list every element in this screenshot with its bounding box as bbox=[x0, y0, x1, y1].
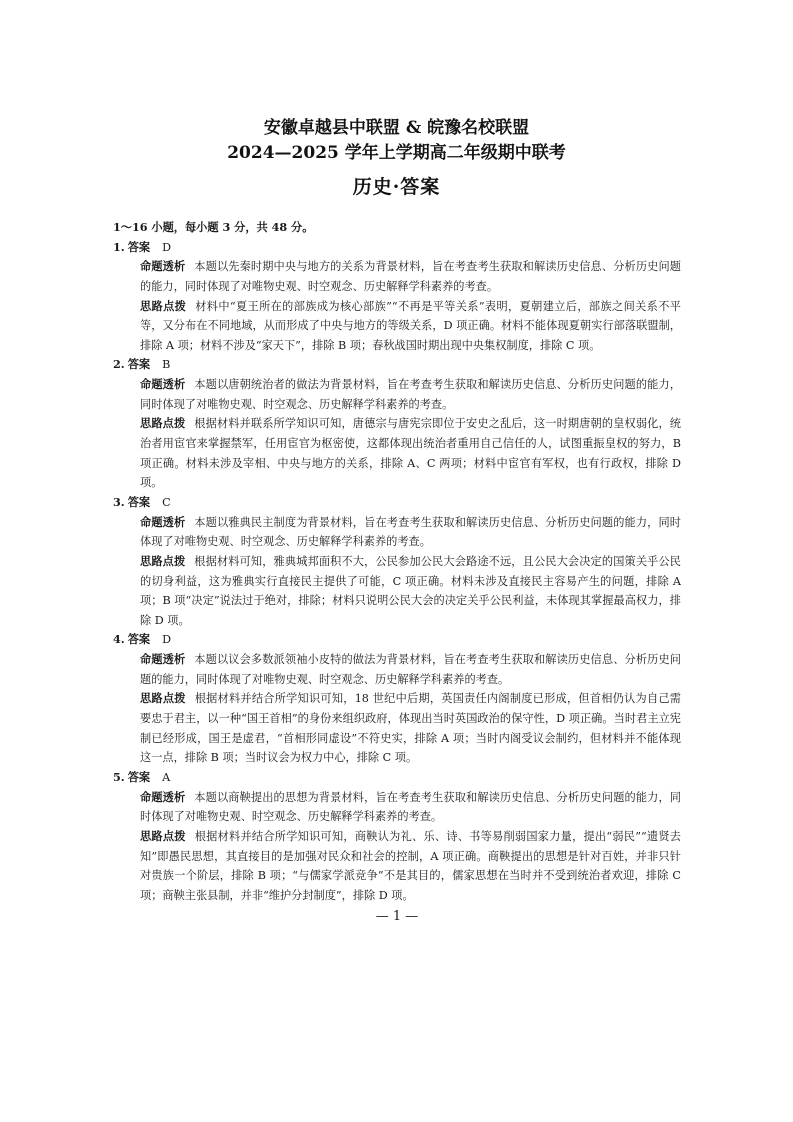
analysis-label: 命题透析 bbox=[140, 652, 186, 667]
hint-text: 根据材料可知，雅典城邦面积不大，公民参加公民大会路途不远，且公民大会决定的国策关乎公民的切身利益，这为雅典实行直接民主提供了可能，C 项正确。材料未涉及直接民主容易产生的问题，排除 A 项；B 项“决定”说法过于绝对，排除；材料只说明公民大会的决定关乎公民利益，未体现其掌握最高权力，排除 D 项。 bbox=[140, 554, 681, 627]
analysis-text: 本题以议会多数派领袖小皮特的做法为背景材料，旨在考查考生获取和解读历史信息、分析历史问题的能力，同时体现了对唯物史观、时空观念、历史解释学科素养的考查。 bbox=[140, 653, 681, 686]
title-exam: 2024—2025 学年上学期高二年级期中联考 bbox=[227, 143, 566, 163]
hint-text: 根据材料并联系所学知识可知，唐德宗与唐宪宗即位于安史之乱后，这一时期唐朝的皇权弱化，统治者用宦官来掌握禁军，任用宦官为枢密使，这都体现出统治者重用自己信任的人，试图重振皇权的努力，B 项正确。材料未涉及宰相、中央与地方的关系，排除 A、C 两项；材料中宦官有军权，也有行政权，排除 D 项。 bbox=[140, 417, 681, 490]
answer-content bbox=[113, 218, 681, 926]
question-1 bbox=[113, 238, 681, 356]
question-3-answer-line bbox=[113, 493, 681, 513]
question-5-hint bbox=[113, 827, 681, 906]
answer-value: D bbox=[162, 240, 172, 254]
hint-label: 思路点拨 bbox=[140, 691, 186, 706]
answer-value: A bbox=[162, 770, 171, 784]
question-2-answer-line bbox=[113, 355, 681, 375]
question-5-analysis bbox=[113, 788, 681, 827]
question-4-answer-line bbox=[113, 630, 681, 650]
question-3 bbox=[113, 493, 681, 630]
question-2 bbox=[113, 355, 681, 492]
question-4-analysis bbox=[113, 650, 681, 689]
answer-label: 答案 bbox=[127, 357, 151, 372]
question-4-hint bbox=[113, 689, 681, 768]
analysis-text: 本题以先秦时期中央与地方的关系为背景材料，旨在考查考生获取和解读历史信息、分析历史问题的能力，同时体现了对唯物史观、时空观念、历史解释学科素养的考查。 bbox=[140, 260, 681, 293]
question-number: 5. bbox=[113, 769, 125, 784]
analysis-label: 命题透析 bbox=[140, 789, 186, 804]
answer-value: C bbox=[162, 495, 171, 509]
analysis-label: 命题透析 bbox=[140, 377, 186, 392]
answer-value: D bbox=[162, 633, 172, 647]
question-number: 3. bbox=[113, 494, 125, 509]
hint-text: 根据材料并结合所学知识可知，18 世纪中后期，英国责任内阁制度已形成，但首相仍认为自己需要忠于君主，以一种“国王首相”的身份来组织政府，体现出当时英国政治的保守性，D 项正确。当时君主立宪制已经形成，国王是虚君，“首相形同虚设”不符史实，排除 A 项；当时内阁受议会制约，但材料并不能体现这一点，排除 B 项；当时议会为权力中心，排除 C 项。 bbox=[140, 692, 681, 765]
analysis-text: 本题以雅典民主制度为背景材料，旨在考查考生获取和解读历史信息、分析历史问题的能力，同时体现了对唯物史观、时空观念、历史解释学科素养的考查。 bbox=[140, 515, 681, 549]
hint-label: 思路点拨 bbox=[140, 416, 186, 431]
analysis-text: 本题以商鞅提出的思想为背景材料，旨在考查考生获取和解读历史信息、分析历史问题的能力，同时体现了对唯物史观、时空观念、历史解释学科素养的考查。 bbox=[140, 790, 681, 824]
hint-text: 根据材料并结合所学知识可知，商鞅认为礼、乐、诗、书等易削弱国家力量，提出“弱民”“遗贤去知”即愚民思想，其直接目的是加强对民众和社会的控制，A 项正确。商鞅提出的思想是针对百姓，并非只针对贵族一个阶层，排除 B 项；“与儒家学派竞争”不是其目的，儒家思想在当时并不受到统治者欢迎，排除 C 项；商鞅主张县制，并非“维护分封制度”，排除 D 项。 bbox=[140, 829, 681, 902]
answer-value: B bbox=[162, 358, 171, 372]
hint-label: 思路点拨 bbox=[140, 828, 186, 843]
question-number: 4. bbox=[113, 632, 125, 647]
question-5-answer-line bbox=[113, 768, 681, 788]
answer-label: 答案 bbox=[127, 239, 151, 254]
title-subject: 历史·答案 bbox=[352, 176, 441, 198]
title-alliance: 安徽卓越县中联盟 & 皖豫名校联盟 bbox=[263, 118, 530, 138]
page-number: — 1 — bbox=[375, 909, 419, 925]
answer-label: 答案 bbox=[127, 494, 151, 509]
analysis-label: 命题透析 bbox=[140, 514, 186, 529]
question-3-analysis bbox=[113, 513, 681, 552]
question-2-analysis bbox=[113, 375, 681, 414]
answer-label: 答案 bbox=[127, 632, 151, 647]
hint-label: 思路点拨 bbox=[140, 298, 187, 313]
analysis-text: 本题以唐朝统治者的做法为背景材料，旨在考查考生获取和解读历史信息、分析历史问题的能力，同时体现了对唯物史观、时空观念、历史解释学科素养的考查。 bbox=[140, 378, 681, 411]
analysis-label: 命题透析 bbox=[140, 259, 186, 274]
question-2-hint bbox=[113, 414, 681, 493]
question-4 bbox=[113, 630, 681, 767]
hint-label: 思路点拨 bbox=[140, 553, 186, 568]
question-number: 2. bbox=[113, 357, 125, 372]
answer-label: 答案 bbox=[127, 769, 151, 784]
question-5 bbox=[113, 768, 681, 905]
question-3-hint bbox=[113, 552, 681, 631]
question-1-analysis bbox=[113, 257, 681, 296]
question-1-answer-line bbox=[113, 238, 681, 258]
section-intro: 1～16 小题，每小题 3 分，共 48 分。 bbox=[113, 220, 314, 234]
question-number: 1. bbox=[113, 239, 125, 254]
question-1-hint bbox=[113, 297, 681, 356]
hint-text: 材料中“夏王所在的部族成为核心部族”“不再是平等关系”表明，夏朝建立后，部族之间关系不平等，又分布在不同地域，从而形成了中央与地方的等级关系，D 项正确。材料不能体现夏朝实行部落联盟制，排除 A 项；材料不涉及“家天下”，排除 B 项；春秋战国时期出现中央集权制度，排除 C 项。 bbox=[140, 299, 681, 352]
